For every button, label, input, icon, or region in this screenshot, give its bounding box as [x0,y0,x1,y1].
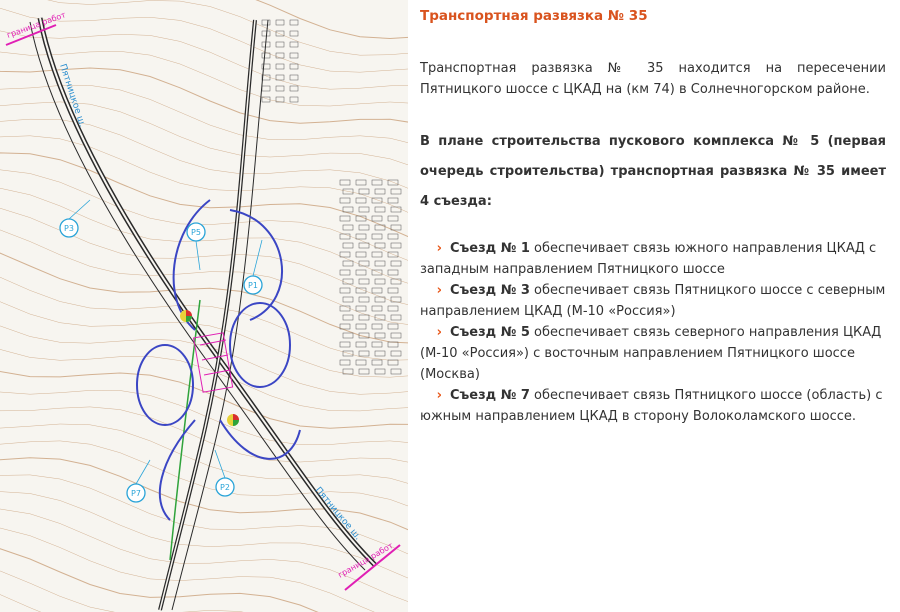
contour-line [0,549,408,612]
house-block [388,234,398,239]
road-label-bottom: Пятницкое ш. [312,485,363,543]
house-block [343,225,353,230]
house-block [372,360,382,365]
chevron-right-icon: › [436,388,442,403]
article-plan: В плане строительства пускового комплекса № 5 (первая очередь строительства) транспортная развязка № 35 имеет 4 съезда: [420,134,886,209]
house-block [356,324,366,329]
contour-line [0,253,408,343]
exit-description: обеспечивает связь Пятницкого шоссе с северным направлением ЦКАД (М-10 «Россия») [420,283,886,319]
ramp-marker-p5 [187,223,205,241]
exit-name: Съезд № 7 [450,388,530,403]
house-block [391,243,401,248]
house-block [372,180,382,185]
house-block [375,315,385,320]
house-block [356,270,366,275]
house-block [359,297,369,302]
house-block [340,216,350,221]
house-block [276,64,284,69]
contour-line [0,170,408,265]
house-block [340,360,350,365]
house-block [372,324,382,329]
house-block [276,42,284,47]
ramp-marker-p3 [60,219,78,237]
ramp-marker-p7 [127,484,145,502]
house-block [375,351,385,356]
article-title: Транспортная развязка № 35 [420,8,648,24]
house-block [356,234,366,239]
house-block [290,86,298,91]
station-symbol [180,310,192,322]
house-block [359,315,369,320]
house-block [391,351,401,356]
contour-line [0,230,408,326]
house-block [359,225,369,230]
house-block [372,216,382,221]
house-block [359,207,369,212]
contour-line [0,340,408,411]
house-block [391,279,401,284]
contour-line [0,595,408,612]
house-block [391,369,401,374]
ramp-marker-p1 [244,276,262,294]
house-block [343,261,353,266]
contour-line [0,0,408,55]
exit-name: Съезд № 3 [450,283,530,298]
house-block [375,207,385,212]
contour-line [0,20,408,89]
exit-description: обеспечивает связь Пятницкого шоссе (область) с южным направлением ЦКАД в сторону Волоколамского шоссе. [420,388,883,424]
house-block [290,53,298,58]
house-block [372,288,382,293]
exit-name: Съезд № 1 [450,241,530,256]
house-block [391,207,401,212]
house-block [356,198,366,203]
house-block [375,369,385,374]
exit-description: обеспечивает связь южного направления ЦКАД с западным направлением Пятницкого шоссе [420,241,877,277]
boundary-label-bottom: граница работ [336,540,395,580]
svg-text:P3: P3 [64,224,74,233]
house-block [391,297,401,302]
exit-description: обеспечивает связь северного направления ЦКАД (М-10 «Россия») с восточным направлением Пятницкого шоссе (Москва) [420,325,882,382]
house-block [343,333,353,338]
house-block [388,306,398,311]
settlement-blocks [262,20,401,374]
house-block [290,31,298,36]
house-block [290,20,298,25]
house-block [290,42,298,47]
house-block [388,216,398,221]
svg-text:P2: P2 [220,483,230,492]
house-block [276,20,284,25]
article-intro: Транспортная развязка № 35 находится на пересечении Пятницкого шоссе с ЦКАД на (км 74) в Солнечногорском районе. [420,61,886,97]
house-block [391,261,401,266]
house-block [388,324,398,329]
house-block [372,270,382,275]
house-block [340,198,350,203]
house-block [340,342,350,347]
house-block [262,86,270,91]
map-drawing [0,0,408,612]
house-block [276,75,284,80]
chevron-right-icon: › [436,283,442,298]
exit-name: Съезд № 5 [450,325,530,340]
house-block [375,279,385,284]
interchange-plan-map [0,0,408,612]
house-block [340,234,350,239]
house-block [356,342,366,347]
boundary-label-top: граница работ [5,10,67,40]
house-block [262,20,270,25]
house-block [356,180,366,185]
house-block [388,288,398,293]
house-block [276,86,284,91]
house-block [372,252,382,257]
road-label-top: Пятницкое ш. [57,62,87,129]
house-block [290,64,298,69]
house-block [375,333,385,338]
exit-item-5 [420,322,886,385]
house-block [340,180,350,185]
contour-line [0,119,408,193]
house-block [290,75,298,80]
house-block [391,333,401,338]
house-block [340,252,350,257]
house-block [359,189,369,194]
house-block [375,189,385,194]
work-boundary [6,25,400,590]
house-block [356,360,366,365]
house-block [375,261,385,266]
house-block [391,315,401,320]
exit-item-7 [420,385,886,427]
contour-line [0,360,408,428]
ckad-highway [30,18,375,570]
pyatnitskoe-highway [160,20,268,610]
house-block [372,234,382,239]
contour-line [0,100,408,169]
house-block [388,270,398,275]
house-block [359,369,369,374]
house-block [356,252,366,257]
house-block [343,297,353,302]
house-block [359,279,369,284]
svg-text:P5: P5 [191,228,201,237]
house-block [359,243,369,248]
exit-item-3 [420,280,886,322]
ramp-marker-p2 [216,478,234,496]
svg-text:P7: P7 [131,489,141,498]
house-block [340,270,350,275]
house-block [372,306,382,311]
house-block [340,306,350,311]
house-block [276,53,284,58]
svg-text:P1: P1 [248,281,258,290]
house-block [372,342,382,347]
chevron-right-icon: › [436,241,442,256]
house-block [388,198,398,203]
house-block [343,279,353,284]
house-block [340,288,350,293]
chevron-right-icon: › [436,325,442,340]
house-block [343,315,353,320]
house-block [388,360,398,365]
house-block [290,97,298,102]
exit-item-1 [420,238,886,280]
contour-line [0,571,408,612]
house-block [359,351,369,356]
house-block [262,31,270,36]
house-block [356,306,366,311]
contour-line [0,277,408,360]
station-symbol [227,414,239,426]
house-block [359,261,369,266]
house-block [391,189,401,194]
house-block [343,243,353,248]
